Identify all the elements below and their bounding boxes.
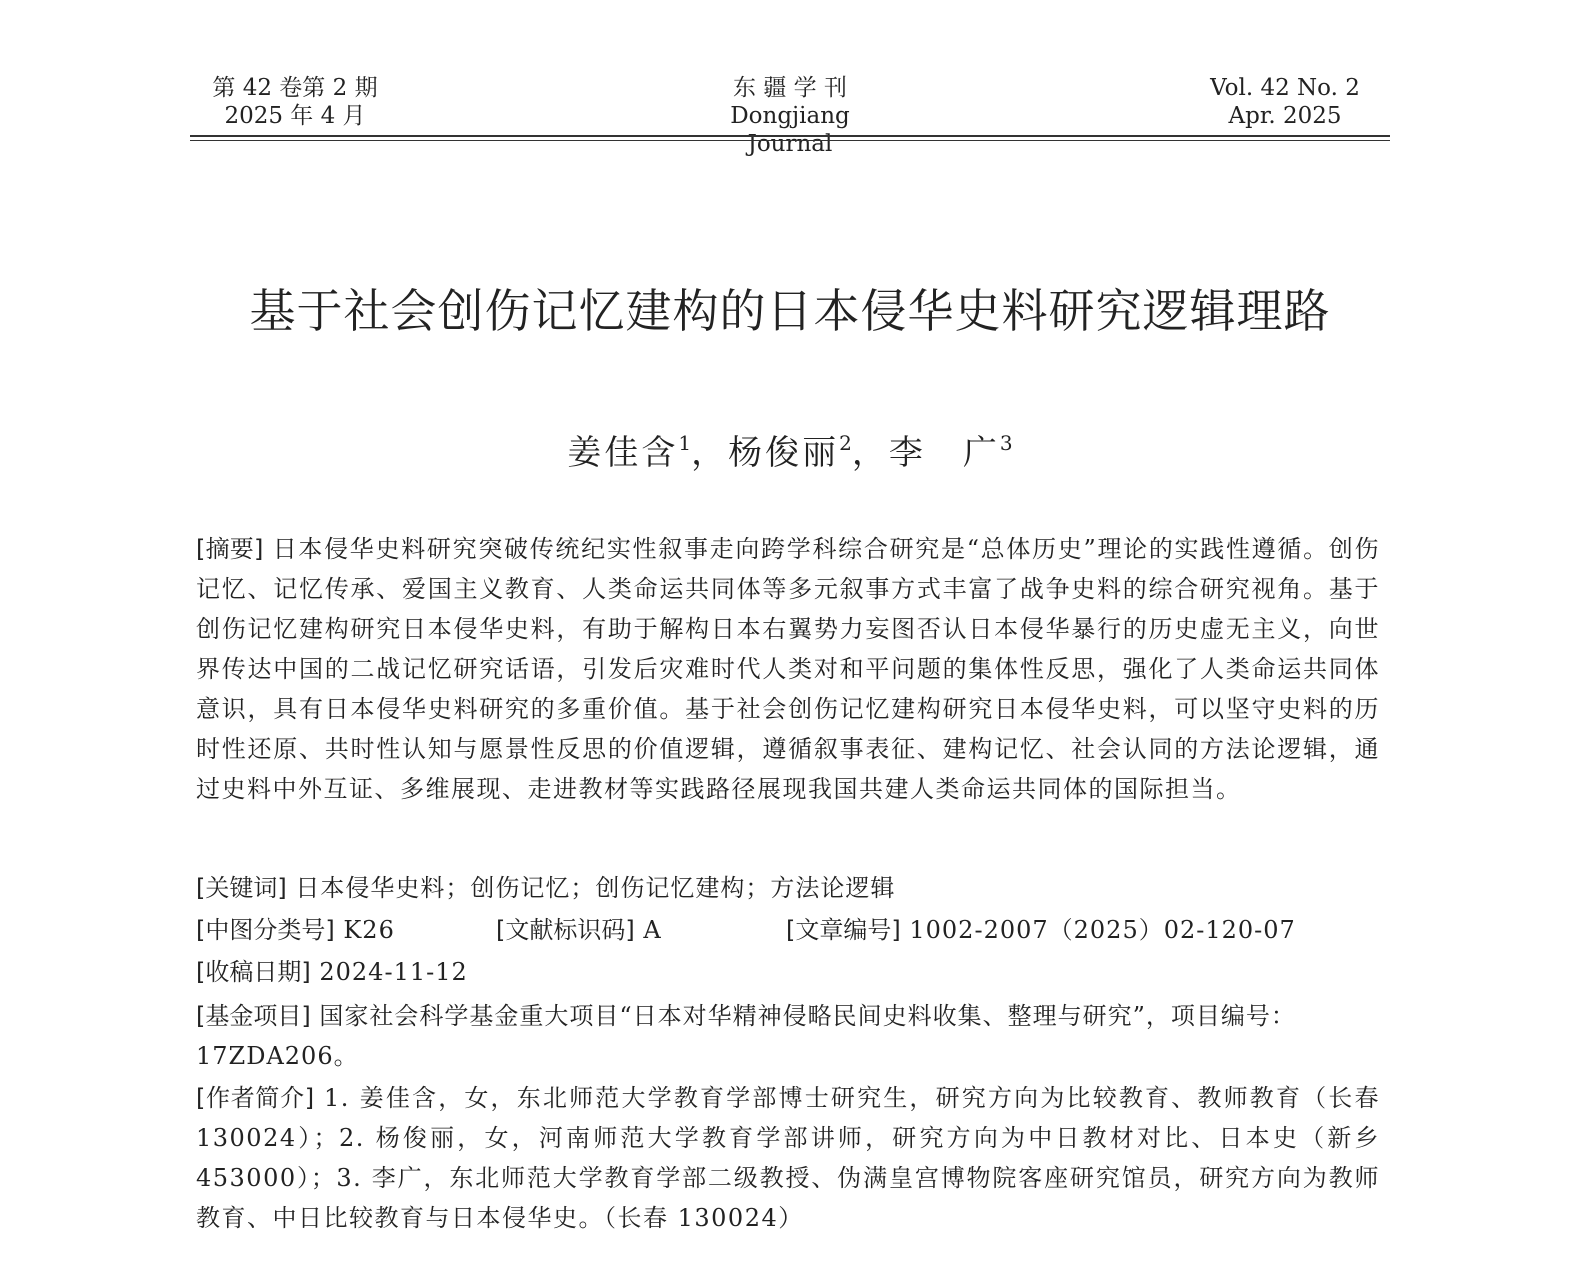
issue-info-en — [1205, 74, 1365, 130]
author-bio-label: [作者简介] — [196, 1084, 315, 1112]
article-title: 基于社会创伤记忆建构的日本侵华史料研究逻辑理路 — [249, 284, 1331, 338]
classification-row — [196, 910, 1380, 950]
doc-code-value: A — [643, 916, 662, 944]
fund-label: [基金项目] — [196, 1002, 311, 1030]
author-affiliation-mark: 1 — [678, 431, 692, 455]
received-value: 2024-11-12 — [319, 958, 468, 986]
article-number-value: 1002-2007（2025）02-120-07 — [909, 916, 1296, 944]
keywords — [196, 868, 1380, 908]
issue-info — [210, 74, 380, 130]
abstract-text: 日本侵华史料研究突破传统纪实性叙事走向跨学科综合研究是“总体历史”理论的实践性遵循。创伤记忆、记忆传承、爱国主义教育、人类命运共同体等多元叙事方式丰富了战争史料的综合研究视角。基于创伤记忆建构研究日本侵华史料，有助于解构日本右翼势力妄图否认日本侵华暴行的历史虚无主义，向世界传达中国的二战记忆研究话语，引发后灾难时代人类对和平问题的集体性反思，强化了人类命运共同体意识，具有日本侵华史料研究的多重价值。基于社会创伤记忆建构研究日本侵华史料，可以坚守史料的历时性还原、共时性认知与愿景性反思的价值逻辑，遵循叙事表征、建构记忆、社会认同的方法论逻辑，通过史料中外互证、多维展现、走进教材等实践路径展现我国共建人类命运共同体的国际担当。 — [196, 535, 1380, 803]
author-affiliation-mark: 2 — [839, 431, 852, 455]
doc-code-label: [文献标识码] — [496, 916, 635, 944]
article-number — [786, 910, 1296, 950]
document-code — [496, 910, 786, 950]
issue-volume: 第 42 卷第 2 期 — [212, 75, 378, 101]
abstract — [196, 529, 1380, 809]
journal-name — [685, 74, 895, 158]
author-separator: ， — [691, 433, 729, 473]
journal-name-cn: 东 疆 学 刊 — [733, 75, 847, 101]
clc-number — [196, 910, 496, 950]
abstract-label: [摘要] — [196, 535, 264, 563]
author-affiliation-mark: 3 — [999, 431, 1013, 455]
author-bio-text: 1. 姜佳含，女，东北师范大学教育学部博士研究生，研究方向为比较教育、教师教育（长春 130024）；2. 杨俊丽，女，河南师范大学教育学部讲师，研究方向为中日教材对比、日本史（新乡 453000）；3. 李广，东北师范大学教育学部二级教授、伪满皇宫博物院客座研究馆员，研究方向为教师教育、中日比较教育与日本侵华史。（长春 130024） — [196, 1084, 1380, 1232]
received-label: [收稿日期] — [196, 958, 311, 986]
fund-text: 国家社会科学基金重大项目“日本对华精神侵略民间史料收集、整理与研究”，项目编号：17ZDA206。 — [196, 1002, 1296, 1070]
issue-date: 2025 年 4 月 — [224, 103, 366, 129]
clc-value: K26 — [343, 916, 395, 944]
received-date — [196, 952, 1380, 992]
author-name: 李 广 — [888, 433, 1000, 473]
header-rule-thin — [190, 140, 1390, 141]
author-name: 杨俊丽 — [728, 433, 840, 473]
fund-project — [196, 996, 1380, 1076]
author-separator: ， — [851, 433, 889, 473]
clc-label: [中图分类号] — [196, 916, 335, 944]
issue-date-en: Apr. 2025 — [1228, 103, 1342, 129]
author-bio — [196, 1078, 1380, 1238]
author-list — [190, 418, 1390, 478]
journal-name-en: Dongjiang Journal — [730, 103, 850, 157]
issue-volume-en: Vol. 42 No. 2 — [1210, 75, 1360, 101]
journal-header — [190, 74, 1390, 157]
keywords-text: 日本侵华史料；创伤记忆；创伤记忆建构；方法论逻辑 — [295, 874, 896, 902]
header-rule-thick — [190, 135, 1390, 137]
author-name: 姜佳含 — [567, 433, 679, 473]
keywords-label: [关键词] — [196, 874, 287, 902]
article-number-label: [文章编号] — [786, 916, 901, 944]
